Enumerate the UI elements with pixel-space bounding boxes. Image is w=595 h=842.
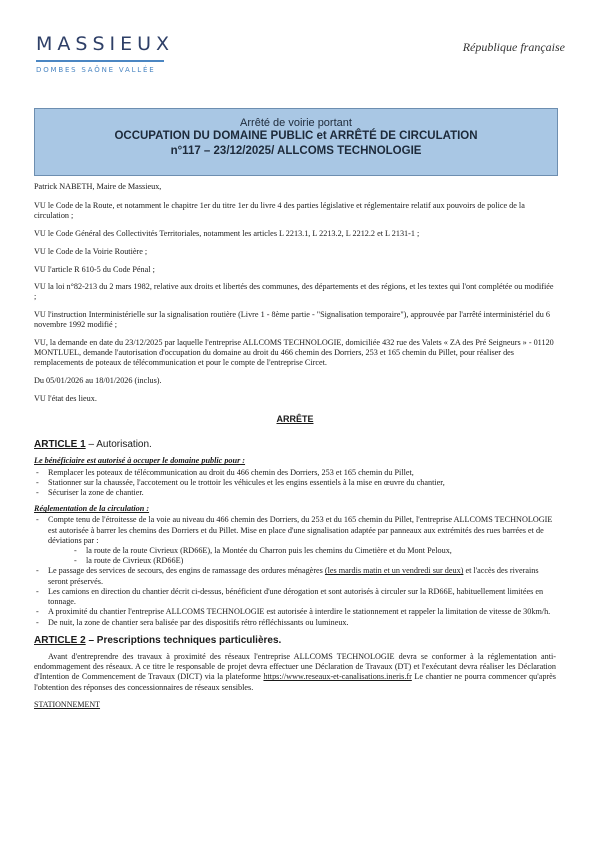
list-item: - A proximité du chantier l'entreprise ALLCOMS TECHNOLOGIE est autorisée à interdire le stationnement et rappeler la limitation de vitesse de 30km/h. [34, 607, 556, 617]
vu-item: VU l'instruction Interministérielle sur la signalisation routière (Livre 1 - 8ème partie - "Signalisation temporaire"), approuvée par l'arrêté interministériel du 6 novembre 1992 modifié ; [34, 310, 550, 330]
circulation-rules-title: Réglementation de la circulation : [34, 504, 150, 514]
header-line-2: OCCUPATION DU DOMAINE PUBLIC et ARRÊTÉ DE CIRCULATION [114, 130, 478, 142]
article-2-title: – Prescriptions techniques particulières. [85, 634, 282, 646]
date-range: Du 05/01/2026 au 18/01/2026 (inclus). [34, 376, 162, 386]
list-item [34, 515, 556, 566]
list-item: - Remplacer les poteaux de télécommunication au droit du 466 chemin des Dorriers, 253 et 165 chemin du Pillet, [34, 468, 556, 478]
article-1-title: – Autorisation. [85, 439, 152, 451]
ineris-link[interactable]: https://www.reseaux-et-canalisations.ineris.fr [263, 672, 412, 682]
article-2-paragraph [34, 652, 556, 693]
detour-item: - la route de Civrieux (RD66E) [48, 556, 556, 566]
detour-item: - la route de la route Civrieux (RD66E), la Montée du Charron puis les chemins du Cimetière et du Mont Peloux, [48, 546, 556, 556]
road-closure-text: Compte tenu de l'étroitesse de la voie au niveau du 466 chemin des Dorriers, du 253 et du 165 chemin du Pillet, l'entreprise ALLCOMS TECHNOLOGIE est autorisée à barrer les chemins des Dorriers et du Pillet. Mise en place d'une signalisation adaptée par panneaux aux extrémités des rues barrées et de déviations par : [48, 515, 553, 545]
header-line-1: Arrêté de voirie portant [240, 117, 352, 129]
header-line-3: n°117 – 23/12/2025/ ALLCOMS TECHNOLOGIE [170, 145, 422, 157]
article-1-heading [34, 440, 556, 450]
arrete-title: ARRÊTE [276, 414, 314, 425]
circulation-rules-list [34, 515, 556, 627]
vu-item: VU l'état des lieux. [34, 393, 97, 403]
article-2-heading [34, 636, 556, 646]
vu-item: VU le Code Général des Collectivités Territoriales, notamment les articles L 2213.1, L 2213.2, L 2212.2 et L 2131-1 ; [34, 229, 420, 239]
logo-subtitle: DOMBES SAÔNE VALLÉE [36, 66, 156, 74]
vu-item: VU le Code de la Route, et notamment le chapitre 1er du titre 1er du livre 4 des parties législative et réglementaire relatif aux pouvoirs de police de la circulation ; [34, 201, 525, 221]
article-1-intro: Le bénéficiaire est autorisé à occuper le domaine public pour : [34, 456, 246, 466]
article-1-list [34, 468, 556, 499]
article-2-text: Avant d'entreprendre des travaux à proximité des réseaux l'entreprise ALLCOMS TECHNOLOGIE devra se conformer à la réglementation anti-endommagement des réseaux. A ce titre le responsable de projet devra effectuer une Déclaration de Travaux (DT) et l'exécutant devra réaliser les Déclaration d'Intention de Commencement de Travaux (DICT) via la plateforme [34, 651, 556, 682]
vu-item: VU la loi n°82-213 du 2 mars 1982, relative aux droits et libertés des communes, des départements et des régions, et les textes qui l'ont complétée ou modifiée ; [34, 282, 554, 302]
article-2-text-end: Le chantier ne pourra commencer qu'après l'obtention des réponses des concessionnaires de réseaux sensibles. [34, 672, 556, 692]
logo-wordmark: MASSIEUX [36, 33, 175, 55]
republique-francaise-mark: République française [462, 40, 565, 54]
list-item: - Sécuriser la zone de chantier. [34, 488, 556, 498]
article-2-label: ARTICLE 2 [34, 634, 86, 646]
article-1-label: ARTICLE 1 [34, 439, 86, 451]
vu-item: VU le Code de la Voirie Routière ; [34, 246, 148, 256]
list-item [34, 566, 556, 586]
vu-item: VU, la demande en date du 23/12/2025 par laquelle l'entreprise ALLCOMS TECHNOLOGIE, domiciliée 432 rue des Valets « ZA des Pré Seigneurs » - 01120 MONTLUEL, demande l'autorisation d'occupation du domaine au droit du 466 chemin des Dorriers, 253 et 165 chemin du Pillet, pour réaliser des remplacements de poteaux de télécommunication et pour le compte de l'entreprise Circet. [34, 338, 554, 368]
mayor-line: Patrick NABETH, Maire de Massieux, [34, 182, 162, 191]
list-item: - De nuit, la zone de chantier sera balisée par des dispositifs rétro réfléchissants ou lumineux. [34, 618, 556, 628]
logo-underline [36, 60, 164, 62]
stationnement-heading: STATIONNEMENT [34, 700, 101, 710]
header-box [34, 108, 558, 176]
vu-item: VU l'article R 610-5 du Code Pénal ; [34, 264, 155, 274]
document-body [34, 182, 556, 718]
detour-list [48, 546, 556, 566]
services-text-end: et l'accès des riverains seront préservés. [48, 566, 539, 586]
massieux-logo [36, 34, 196, 74]
services-text: Le passage des services de secours, des engins de ramassage des ordures ménagères [48, 566, 325, 576]
services-schedule: (les mardis matin et un vendredi sur deux) [324, 566, 464, 576]
list-item: - Les camions en direction du chantier décrit ci-dessus, bénéficient d'une dérogation et sont autorisés à circuler sur la RD66E, habituellement limitées en tonnage. [34, 587, 556, 607]
list-item: - Stationner sur la chaussée, l'accotement ou le trottoir les véhicules et les engins essentiels à la mise en œuvre du chantier, [34, 478, 556, 488]
